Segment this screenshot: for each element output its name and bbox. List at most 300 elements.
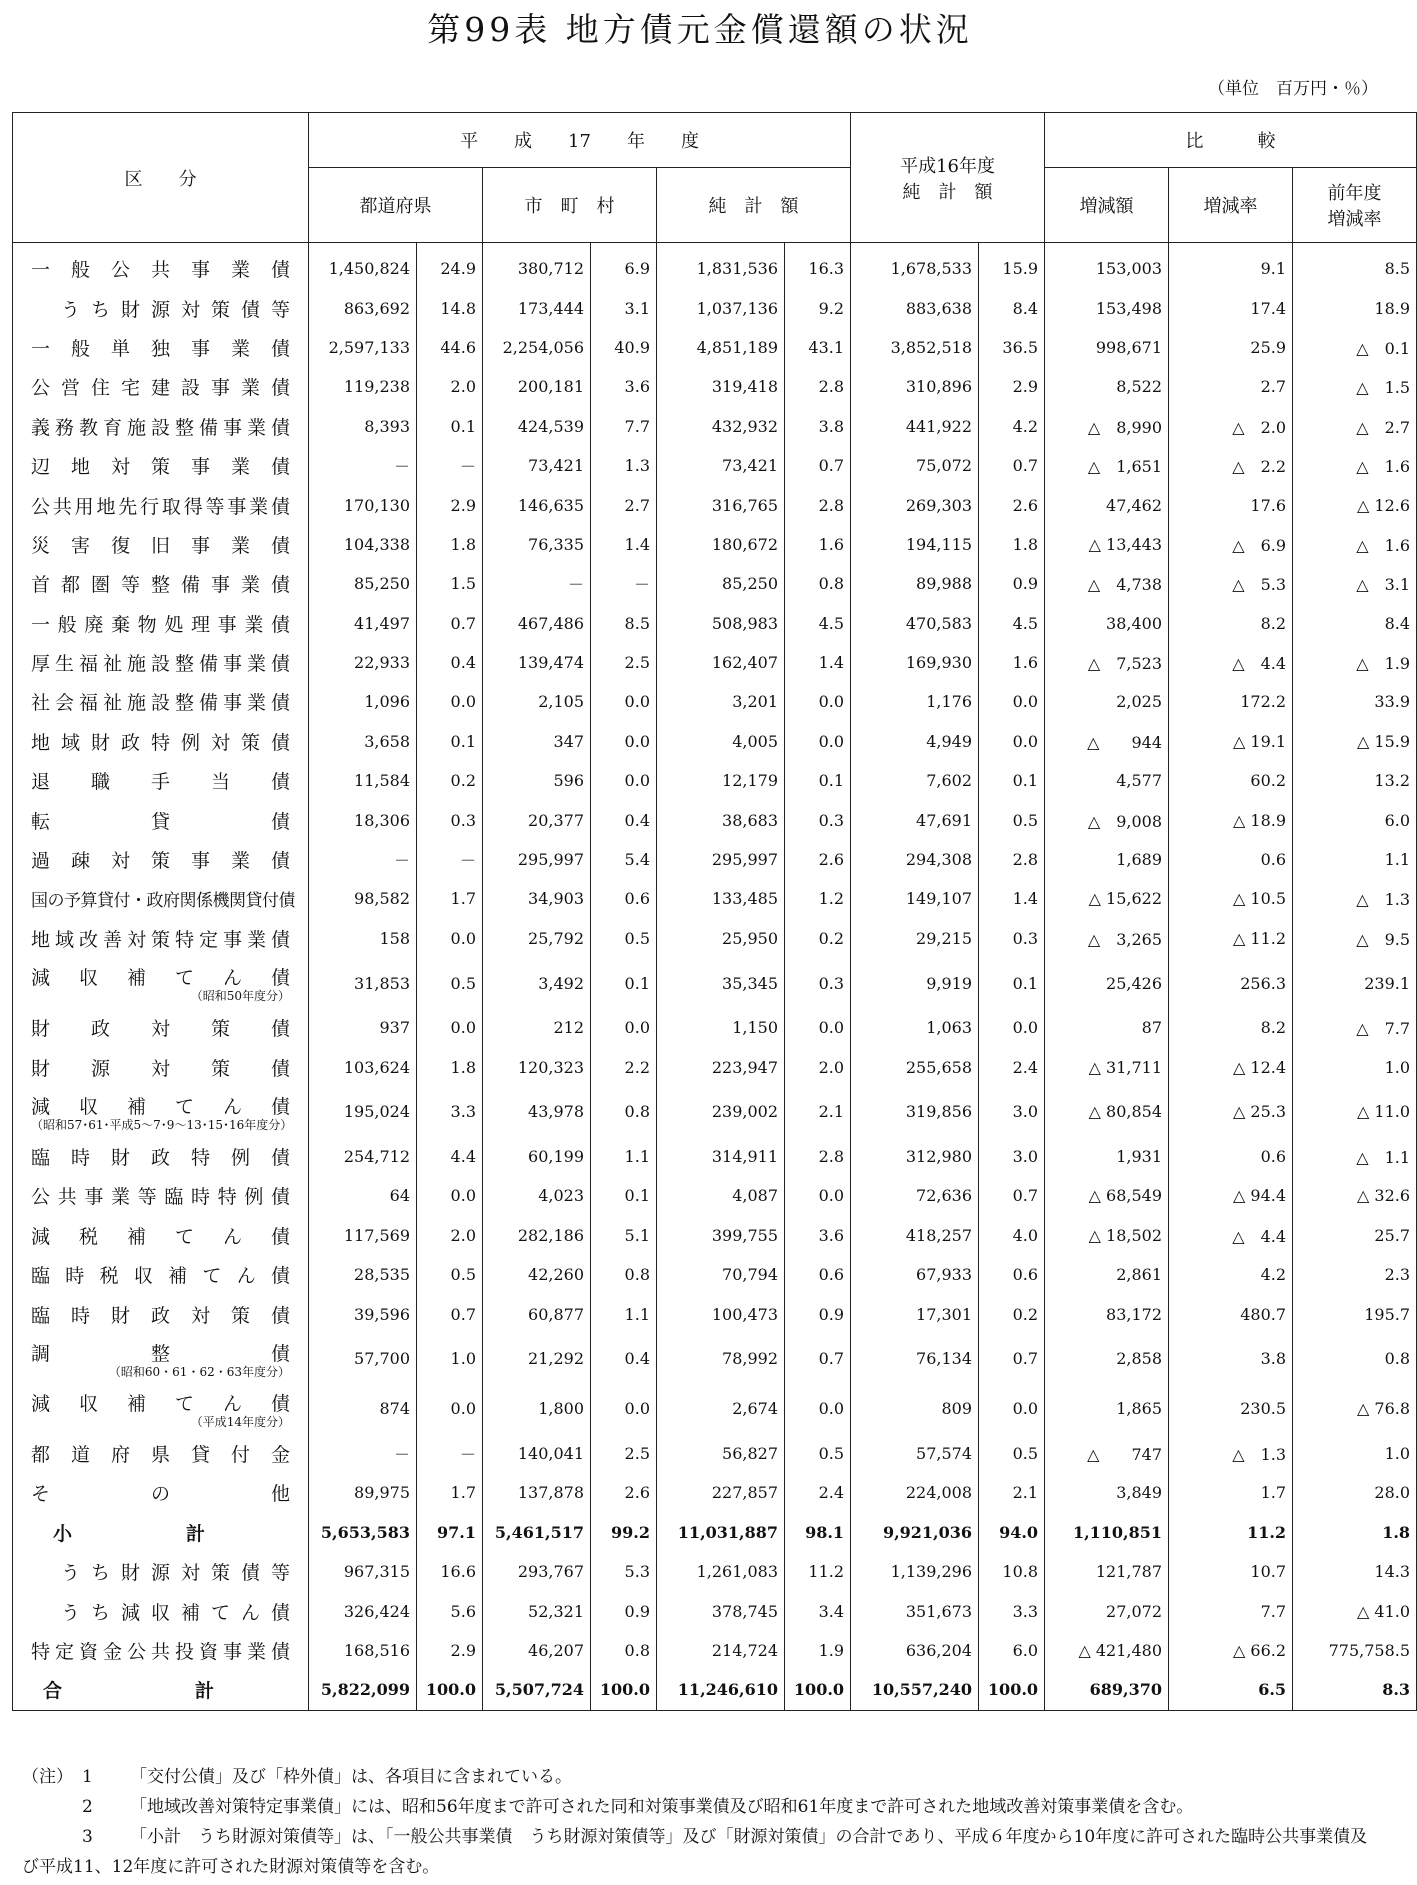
cell-value: 1.6 [785, 525, 851, 564]
cell-value: 0.4 [591, 1334, 657, 1384]
cell-value: 5,653,583 [309, 1513, 417, 1552]
cell-value: 162,407 [657, 643, 785, 682]
cell-value: 56,827 [657, 1434, 785, 1473]
cell-value: 2.1 [979, 1473, 1045, 1512]
row-label [13, 1334, 309, 1384]
cell-value: 256.3 [1169, 958, 1293, 1008]
notes [22, 1762, 1382, 1882]
row-label [13, 367, 309, 406]
cell-value: △ 19.1 [1169, 722, 1293, 761]
row-label-text: 退職手当債 [31, 771, 290, 794]
cell-value: 0.1 [785, 761, 851, 800]
cell-value: 1.8 [417, 1047, 483, 1086]
cell-value: △ 10.5 [1169, 879, 1293, 918]
cell-value: 60.2 [1169, 761, 1293, 800]
cell-value: 52,321 [483, 1591, 591, 1630]
cell-value: 3.8 [1169, 1334, 1293, 1384]
cell-value: 441,922 [851, 407, 979, 446]
table-row [13, 525, 1417, 564]
cell-value: 294,308 [851, 840, 979, 879]
cell-value: 6.0 [1293, 800, 1417, 839]
cell-value: 0.5 [979, 800, 1045, 839]
table-row [13, 1434, 1417, 1473]
cell-value: △ 76.8 [1293, 1384, 1417, 1434]
row-label-text: 地域財政特例対策債 [31, 731, 290, 754]
cell-value: 347 [483, 722, 591, 761]
cell-value: 8.2 [1169, 1008, 1293, 1047]
cell-value: 0.0 [979, 722, 1045, 761]
cell-value: 14.8 [417, 288, 483, 327]
table-row [13, 328, 1417, 367]
table-row [13, 243, 1417, 289]
cell-value: 60,199 [483, 1137, 591, 1176]
cell-value: △ 1.1 [1293, 1137, 1417, 1176]
cell-value: － [483, 564, 591, 603]
cell-value: 3.6 [785, 1216, 851, 1255]
cell-value: 0.0 [417, 1176, 483, 1215]
cell-value: 8,393 [309, 407, 417, 446]
cell-value: △ 2.2 [1169, 446, 1293, 485]
cell-value: 11,031,887 [657, 1513, 785, 1552]
cell-value: △ 8,990 [1045, 407, 1169, 446]
cell-value: 0.7 [785, 446, 851, 485]
note-text: 「小計 うち財源対策債等」は、「一般公共事業債 うち財源対策債等」及び「財源対策債」の合計であり、平成６年度から10年度に許可された臨時公共事業債及び平成11、12年度に許可された財源対策債等を含む。 [22, 1827, 1368, 1877]
row-label-text: 一般廃棄物処理事業債 [31, 613, 290, 636]
cell-value: 0.5 [591, 919, 657, 958]
cell-value: 0.8 [591, 1087, 657, 1137]
row-label [13, 1294, 309, 1333]
cell-value: 1.6 [979, 643, 1045, 682]
cell-value: 75,072 [851, 446, 979, 485]
row-label-text: 社会福祉施設整備事業債 [31, 692, 290, 715]
header-prev-rate-line1: 前年度 [1327, 183, 1382, 204]
cell-value: 2,861 [1045, 1255, 1169, 1294]
cell-value: 6.0 [979, 1631, 1045, 1670]
cell-value: 11,584 [309, 761, 417, 800]
cell-value: 1,176 [851, 682, 979, 721]
cell-value: 60,877 [483, 1294, 591, 1333]
cell-value: 2,025 [1045, 682, 1169, 721]
cell-value: 137,878 [483, 1473, 591, 1512]
cell-value: 1,678,533 [851, 243, 979, 289]
cell-value: 4,577 [1045, 761, 1169, 800]
cell-value: 173,444 [483, 288, 591, 327]
cell-value: － [417, 446, 483, 485]
cell-value: 212 [483, 1008, 591, 1047]
cell-value: 1.0 [1293, 1047, 1417, 1086]
page-title: 第99表 地方債元金償還額の状況 [427, 10, 973, 49]
cell-value: 8.4 [979, 288, 1045, 327]
row-label-text: 災害復旧事業債 [31, 534, 290, 557]
note-3 [22, 1822, 1382, 1882]
row-label [13, 288, 309, 327]
cell-value: 269,303 [851, 485, 979, 524]
cell-value: 1.1 [591, 1137, 657, 1176]
table-row [13, 919, 1417, 958]
row-label-text: 過疎対策事業債 [31, 850, 290, 873]
cell-value: 0.0 [591, 761, 657, 800]
cell-value: 47,691 [851, 800, 979, 839]
cell-value: 17.4 [1169, 288, 1293, 327]
cell-value: 2.5 [591, 1434, 657, 1473]
table-row [13, 1591, 1417, 1630]
cell-value: 424,539 [483, 407, 591, 446]
cell-value: 2,674 [657, 1384, 785, 1434]
row-label-text: 減税補てん債 [31, 1225, 290, 1248]
row-label [13, 564, 309, 603]
cell-value: 29,215 [851, 919, 979, 958]
cell-value: 13.2 [1293, 761, 1417, 800]
cell-value: 146,635 [483, 485, 591, 524]
cell-value: 25,792 [483, 919, 591, 958]
cell-value: 9,919 [851, 958, 979, 1008]
cell-value: 3.0 [979, 1137, 1045, 1176]
cell-value: 8.4 [1293, 604, 1417, 643]
cell-value: 33.9 [1293, 682, 1417, 721]
cell-value: 72,636 [851, 1176, 979, 1215]
table-row [13, 367, 1417, 406]
cell-value: 149,107 [851, 879, 979, 918]
cell-value: 9,921,036 [851, 1513, 979, 1552]
cell-value: 0.8 [591, 1631, 657, 1670]
cell-value: 380,712 [483, 243, 591, 289]
cell-value: 4.2 [979, 407, 1045, 446]
cell-value: 1.4 [785, 643, 851, 682]
cell-value: 937 [309, 1008, 417, 1047]
cell-value: 99.2 [591, 1513, 657, 1552]
cell-value: 1.8 [979, 525, 1045, 564]
table-row [13, 1631, 1417, 1670]
cell-value: △ 4,738 [1045, 564, 1169, 603]
row-label [13, 879, 309, 918]
row-label-text: 財政対策債 [31, 1018, 290, 1041]
cell-value: 0.0 [785, 1008, 851, 1047]
cell-value: 17,301 [851, 1294, 979, 1333]
row-label [13, 446, 309, 485]
cell-value: 31,853 [309, 958, 417, 1008]
cell-value: 1.9 [785, 1631, 851, 1670]
cell-value: 5.4 [591, 840, 657, 879]
cell-value: 1,063 [851, 1008, 979, 1047]
row-label-text: 小 計 [53, 1522, 206, 1545]
cell-value: 11,246,610 [657, 1670, 785, 1710]
cell-value: 3.3 [979, 1591, 1045, 1630]
header-prefectures: 都道府県 [309, 168, 483, 243]
cell-value: 4.5 [979, 604, 1045, 643]
row-label [13, 1137, 309, 1176]
table-body [13, 243, 1417, 1711]
cell-value: 83,172 [1045, 1294, 1169, 1333]
cell-value: 44.6 [417, 328, 483, 367]
cell-value: 1,931 [1045, 1137, 1169, 1176]
header-category: 区 分 [13, 113, 309, 243]
cell-value: 9.2 [785, 288, 851, 327]
cell-value: 0.7 [417, 604, 483, 643]
cell-value: 1.4 [591, 525, 657, 564]
cell-value: 5,822,099 [309, 1670, 417, 1710]
cell-value: 103,624 [309, 1047, 417, 1086]
cell-value: 295,997 [483, 840, 591, 879]
cell-value: 10.8 [979, 1552, 1045, 1591]
cell-value: 12,179 [657, 761, 785, 800]
cell-value: 0.6 [591, 879, 657, 918]
cell-value: 0.5 [979, 1434, 1045, 1473]
cell-value: 310,896 [851, 367, 979, 406]
cell-value: － [309, 446, 417, 485]
cell-value: △ 18.9 [1169, 800, 1293, 839]
cell-value: 3,849 [1045, 1473, 1169, 1512]
note-text: 「交付公債」及び「枠外債」は、各項目に含まれている。 [130, 1767, 572, 1787]
cell-value: 1,037,136 [657, 288, 785, 327]
cell-value: 0.0 [785, 722, 851, 761]
cell-value: 1,689 [1045, 840, 1169, 879]
cell-value: △ 15,622 [1045, 879, 1169, 918]
cell-value: △ 1.9 [1293, 643, 1417, 682]
header-municipalities: 市 町 村 [483, 168, 657, 243]
cell-value: 4,023 [483, 1176, 591, 1215]
cell-value: 3,658 [309, 722, 417, 761]
cell-value: 351,673 [851, 1591, 979, 1630]
cell-value: 2.0 [417, 367, 483, 406]
cell-value: 5.6 [417, 1591, 483, 1630]
cell-value: 0.2 [979, 1294, 1045, 1333]
row-label-text: 公営住宅建設事業債 [31, 377, 290, 400]
cell-value: 100.0 [417, 1670, 483, 1710]
cell-value: 57,574 [851, 1434, 979, 1473]
cell-value: 2.3 [1293, 1255, 1417, 1294]
row-label [13, 722, 309, 761]
cell-value: 104,338 [309, 525, 417, 564]
header-prev-rate [1293, 168, 1417, 243]
cell-value: 1,261,083 [657, 1552, 785, 1591]
cell-value: 2.0 [417, 1216, 483, 1255]
table-row [13, 1294, 1417, 1333]
cell-value: 172.2 [1169, 682, 1293, 721]
cell-value: 18.9 [1293, 288, 1417, 327]
cell-value: 195.7 [1293, 1294, 1417, 1333]
cell-value: 6.9 [591, 243, 657, 289]
header-h17: 平 成 17 年 度 [309, 113, 851, 168]
cell-value: 3.8 [785, 407, 851, 446]
row-label [13, 1434, 309, 1473]
header-comparison: 比 較 [1045, 113, 1417, 168]
cell-value: 0.6 [1169, 1137, 1293, 1176]
cell-value: 0.5 [417, 958, 483, 1008]
cell-value: 194,115 [851, 525, 979, 564]
table-row [13, 564, 1417, 603]
cell-value: 314,911 [657, 1137, 785, 1176]
cell-value: 2,254,056 [483, 328, 591, 367]
cell-value: 8.2 [1169, 604, 1293, 643]
table-row [13, 1334, 1417, 1384]
cell-value: 874 [309, 1384, 417, 1434]
cell-value: 4.0 [979, 1216, 1045, 1255]
row-label-text: 一般公共事業債 [31, 259, 290, 282]
cell-value: 98,582 [309, 879, 417, 918]
cell-value: 2.6 [591, 1473, 657, 1512]
cell-value: △ 1,651 [1045, 446, 1169, 485]
row-label-note: （昭和57･61･平成5～7･9～13･15･16年度分） [31, 1117, 293, 1132]
cell-value: 0.1 [591, 958, 657, 1008]
row-label [13, 1552, 309, 1591]
cell-value: 1.0 [1293, 1434, 1417, 1473]
cell-value: 2,858 [1045, 1334, 1169, 1384]
cell-value: 158 [309, 919, 417, 958]
table-row [13, 1047, 1417, 1086]
table-row [13, 1255, 1417, 1294]
cell-value: 3,201 [657, 682, 785, 721]
row-label-text: 地域改善対策特定事業債 [31, 928, 290, 951]
row-label-text: 転貸債 [31, 810, 290, 833]
cell-value: 0.2 [785, 919, 851, 958]
row-label-text: 減収補てん債 [31, 1392, 290, 1415]
cell-value: △ 421,480 [1045, 1631, 1169, 1670]
cell-value: △ 747 [1045, 1434, 1169, 1473]
cell-value: 2.8 [785, 1137, 851, 1176]
cell-value: 25,426 [1045, 958, 1169, 1008]
cell-value: 998,671 [1045, 328, 1169, 367]
table-row [13, 682, 1417, 721]
cell-value: 9.1 [1169, 243, 1293, 289]
cell-value: 255,658 [851, 1047, 979, 1086]
cell-value: 2.8 [979, 840, 1045, 879]
cell-value: 3,492 [483, 958, 591, 1008]
cell-value: 3.4 [785, 1591, 851, 1630]
cell-value: 4.2 [1169, 1255, 1293, 1294]
cell-value: 25.9 [1169, 328, 1293, 367]
cell-value: 34,903 [483, 879, 591, 918]
cell-value: 254,712 [309, 1137, 417, 1176]
cell-value: 0.3 [417, 800, 483, 839]
row-label-text: 一般単独事業債 [31, 337, 290, 360]
cell-value: 170,130 [309, 485, 417, 524]
cell-value: 480.7 [1169, 1294, 1293, 1333]
cell-value: 120,323 [483, 1047, 591, 1086]
cell-value: 0.7 [979, 446, 1045, 485]
cell-value: △ 944 [1045, 722, 1169, 761]
row-label [13, 485, 309, 524]
row-label [13, 1591, 309, 1630]
cell-value: 5.1 [591, 1216, 657, 1255]
row-label-text: 都道府県貸付金 [31, 1443, 290, 1466]
cell-value: 2.4 [979, 1047, 1045, 1086]
cell-value: 11.2 [1169, 1513, 1293, 1552]
row-label [13, 1473, 309, 1512]
row-label-text: 合 計 [43, 1680, 215, 1703]
cell-value: 2.0 [785, 1047, 851, 1086]
table-row [13, 1513, 1417, 1552]
row-label [13, 328, 309, 367]
cell-value: 1.5 [417, 564, 483, 603]
cell-value: 0.1 [979, 958, 1045, 1008]
cell-value: △ 9.5 [1293, 919, 1417, 958]
cell-value: 967,315 [309, 1552, 417, 1591]
cell-value: － [417, 840, 483, 879]
cell-value: △ 1.3 [1293, 879, 1417, 918]
cell-value: 0.9 [591, 1591, 657, 1630]
unit-label: （単位 百万円・％） [1208, 79, 1378, 99]
cell-value: 27,072 [1045, 1591, 1169, 1630]
cell-value: 89,975 [309, 1473, 417, 1512]
cell-value: 3.3 [417, 1087, 483, 1137]
cell-value: 0.0 [979, 1008, 1045, 1047]
row-label-note: （昭和50年度分） [190, 989, 290, 1004]
cell-value: 0.1 [417, 407, 483, 446]
cell-value: 94.0 [979, 1513, 1045, 1552]
cell-value: 168,516 [309, 1631, 417, 1670]
cell-value: 0.1 [979, 761, 1045, 800]
cell-value: 100.0 [591, 1670, 657, 1710]
cell-value: △ 5.3 [1169, 564, 1293, 603]
table-row [13, 1670, 1417, 1710]
header-h16-line1: 平成16年度 [900, 155, 995, 177]
table-row [13, 1552, 1417, 1591]
cell-value: 28,535 [309, 1255, 417, 1294]
row-label [13, 1216, 309, 1255]
row-label [13, 1176, 309, 1215]
cell-value: 227,857 [657, 1473, 785, 1512]
cell-value: △ 0.1 [1293, 328, 1417, 367]
row-label [13, 243, 309, 289]
cell-value: 0.3 [979, 919, 1045, 958]
row-label [13, 525, 309, 564]
cell-value: 0.0 [417, 682, 483, 721]
cell-value: 1.1 [1293, 840, 1417, 879]
cell-value: 1.4 [979, 879, 1045, 918]
cell-value: 73,421 [483, 446, 591, 485]
cell-value: 5.3 [591, 1552, 657, 1591]
cell-value: 4,851,189 [657, 328, 785, 367]
cell-value: 1,800 [483, 1384, 591, 1434]
cell-value: 0.0 [591, 1008, 657, 1047]
note-number: 1 [82, 1767, 93, 1787]
cell-value: 863,692 [309, 288, 417, 327]
note-1 [22, 1762, 1382, 1792]
cell-value: 239.1 [1293, 958, 1417, 1008]
row-label [13, 1087, 309, 1137]
cell-value: 2.7 [1169, 367, 1293, 406]
cell-value: 2.7 [591, 485, 657, 524]
cell-value: 239,002 [657, 1087, 785, 1137]
cell-value: 1.8 [417, 525, 483, 564]
cell-value: △ 9,008 [1045, 800, 1169, 839]
table-row [13, 485, 1417, 524]
cell-value: 2.5 [591, 643, 657, 682]
note-number: 2 [82, 1797, 93, 1817]
cell-value: 0.0 [591, 722, 657, 761]
cell-value: 153,003 [1045, 243, 1169, 289]
cell-value: 0.3 [785, 800, 851, 839]
cell-value: 224,008 [851, 1473, 979, 1512]
cell-value: 67,933 [851, 1255, 979, 1294]
cell-value: △ 32.6 [1293, 1176, 1417, 1215]
cell-value: 467,486 [483, 604, 591, 643]
cell-value: 18,306 [309, 800, 417, 839]
row-label-text: 義務教育施設整備事業債 [31, 416, 290, 439]
row-label [13, 800, 309, 839]
cell-value: 0.3 [785, 958, 851, 1008]
cell-value: △ 68,549 [1045, 1176, 1169, 1215]
cell-value: 0.0 [417, 1008, 483, 1047]
cell-value: 2.9 [417, 1631, 483, 1670]
cell-value: 2,597,133 [309, 328, 417, 367]
cell-value: 8.5 [1293, 243, 1417, 289]
cell-value: 689,370 [1045, 1670, 1169, 1710]
cell-value: 85,250 [309, 564, 417, 603]
cell-value: 282,186 [483, 1216, 591, 1255]
row-label [13, 1631, 309, 1670]
table-row [13, 879, 1417, 918]
